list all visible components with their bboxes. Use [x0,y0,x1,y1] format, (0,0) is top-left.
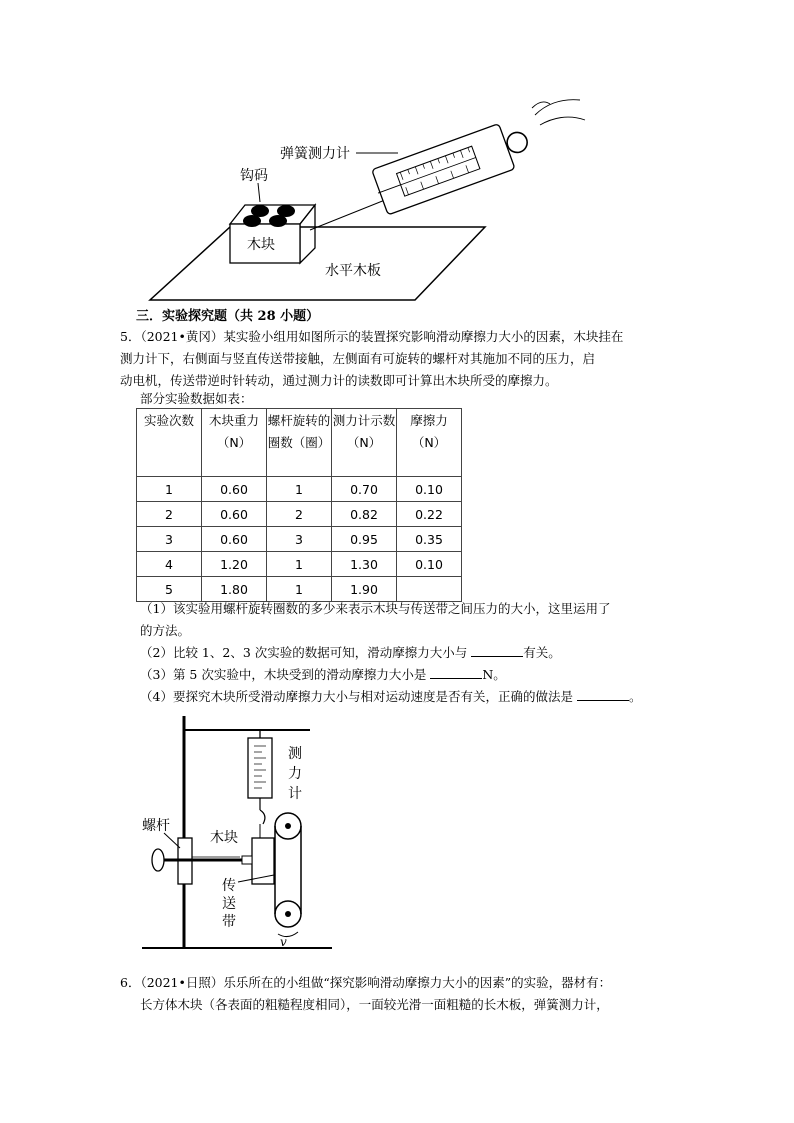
q5-sub4-pre: （4）要探究木块所受滑动摩擦力大小与相对运动速度是否有关，正确的做法是 [140,689,573,704]
q6-number: 6． [120,975,141,990]
table-row [137,502,462,527]
q5-line2: 测力计下，右侧面与竖直传送带接触，左侧面有可旋转的螺杆对其施加不同的压力，启 [120,351,596,366]
data-table [136,408,462,602]
meter-char-3: 计 [288,786,302,802]
table-cell: 1 [267,552,332,577]
hand-sketch [532,100,585,125]
table-cell: 3 [267,527,332,552]
table-cell: 1.20 [202,552,267,577]
q5-sub1-a: （1）该实验用螺杆旋转圈数的多少来表示木块与传送带之间压力的大小，这里运用了 [140,601,611,616]
header-friction: 摩擦力（N） [397,409,462,477]
table-row [137,552,462,577]
board-label: 水平木板 [325,263,381,279]
spring-scale-figure [140,90,600,305]
answer-blank-4[interactable] [577,688,629,701]
table-cell: 1 [267,577,332,602]
belt-char-3: 带 [222,914,236,930]
belt-char-2: 送 [222,896,236,912]
q5-sub4 [140,686,641,708]
answer-blank-2[interactable] [471,644,523,657]
q5-sub4-post: 。 [628,689,642,704]
table-header-row [137,409,462,477]
meter-char-1: 测 [288,746,302,762]
q6-line1 [120,972,611,994]
header-trial: 实验次数 [137,409,202,477]
q5-sub2-pre: （2）比较 1、2、3 次实验的数据可知，滑动摩擦力大小与 [140,645,468,660]
spring-scale-body [248,738,272,798]
table-cell: 2 [267,502,332,527]
weights-label: 钩码 [240,168,268,184]
table-cell: 0.95 [332,527,397,552]
spring-scale [370,116,535,215]
table-cell: 0.10 [397,477,462,502]
velocity-label: v [280,935,287,949]
q5-source: （2021•黄冈） [140,329,224,344]
pull-string [310,200,385,230]
q5-sub3 [140,664,506,686]
block-label-bottom: 木块 [210,830,238,846]
header-reading: 测力计示数（N） [332,409,397,477]
table-cell: 0.35 [397,527,462,552]
block-label: 木块 [247,237,275,253]
q5-text-1: 某实验小组用如图所示的装置探究影响滑动摩擦力大小的因素，木块挂在 [223,329,624,344]
q5-sub1-b: 的方法。 [140,623,191,638]
table-cell: 0.82 [332,502,397,527]
table-row [137,477,462,502]
screw-label: 螺杆 [142,818,170,834]
table-cell: 0.60 [202,502,267,527]
belt-char-1: 传 [222,878,236,894]
table-cell: 1.80 [202,577,267,602]
q6-text-1: 乐乐所在的小组做“探究影响滑动摩擦力大小的因素”的实验，器材有： [223,975,612,990]
conveyor-apparatus-figure [140,710,340,960]
weight-4 [269,215,287,227]
block-side [300,205,315,263]
spring-scale-label: 弹簧测力计 [280,146,350,162]
table-cell: 0.60 [202,527,267,552]
table-cell: 1 [137,477,202,502]
table-cell: 1.90 [332,577,397,602]
q5-line3: 动电机，传送带逆时针转动，通过测力计的读数即可计算出木块所受的摩擦力。 [120,373,558,388]
section-title: 三．实验探究题（共 28 小题） [136,309,320,324]
table-row [137,527,462,552]
answer-blank-3[interactable] [430,666,482,679]
q6-line2: 长方体木块（各表面的粗糙程度相同），一面较光滑一面粗糙的长木板，弹簧测力计， [140,997,609,1012]
table-cell: 0.10 [397,552,462,577]
table-cell: 0.60 [202,477,267,502]
horizontal-board [150,227,485,300]
q5-sub2 [140,642,561,664]
table-cell: 1 [267,477,332,502]
table-intro: 部分实验数据如表： [140,391,253,406]
weight-3 [243,215,261,227]
table-cell: 3 [137,527,202,552]
table-cell: 2 [137,502,202,527]
table-cell: 4 [137,552,202,577]
q5-sub2-post: 有关。 [523,645,561,660]
header-weight: 木块重力（N） [202,409,267,477]
q5-sub3-post: N。 [482,667,506,682]
q6-source: （2021•日照） [140,975,224,990]
header-turns: 螺杆旋转的圈数（圈） [267,409,332,477]
table-cell: 5 [137,577,202,602]
meter-char-2: 力 [288,766,302,782]
table-cell: 0.22 [397,502,462,527]
table-cell: 0.70 [332,477,397,502]
q5-sub3-pre: （3）第 5 次实验中，木块受到的滑动摩擦力大小是 [140,667,427,682]
q5-line1 [120,326,623,348]
screw-knob [152,849,164,871]
q5-number: 5． [120,329,141,344]
table-cell: 1.30 [332,552,397,577]
